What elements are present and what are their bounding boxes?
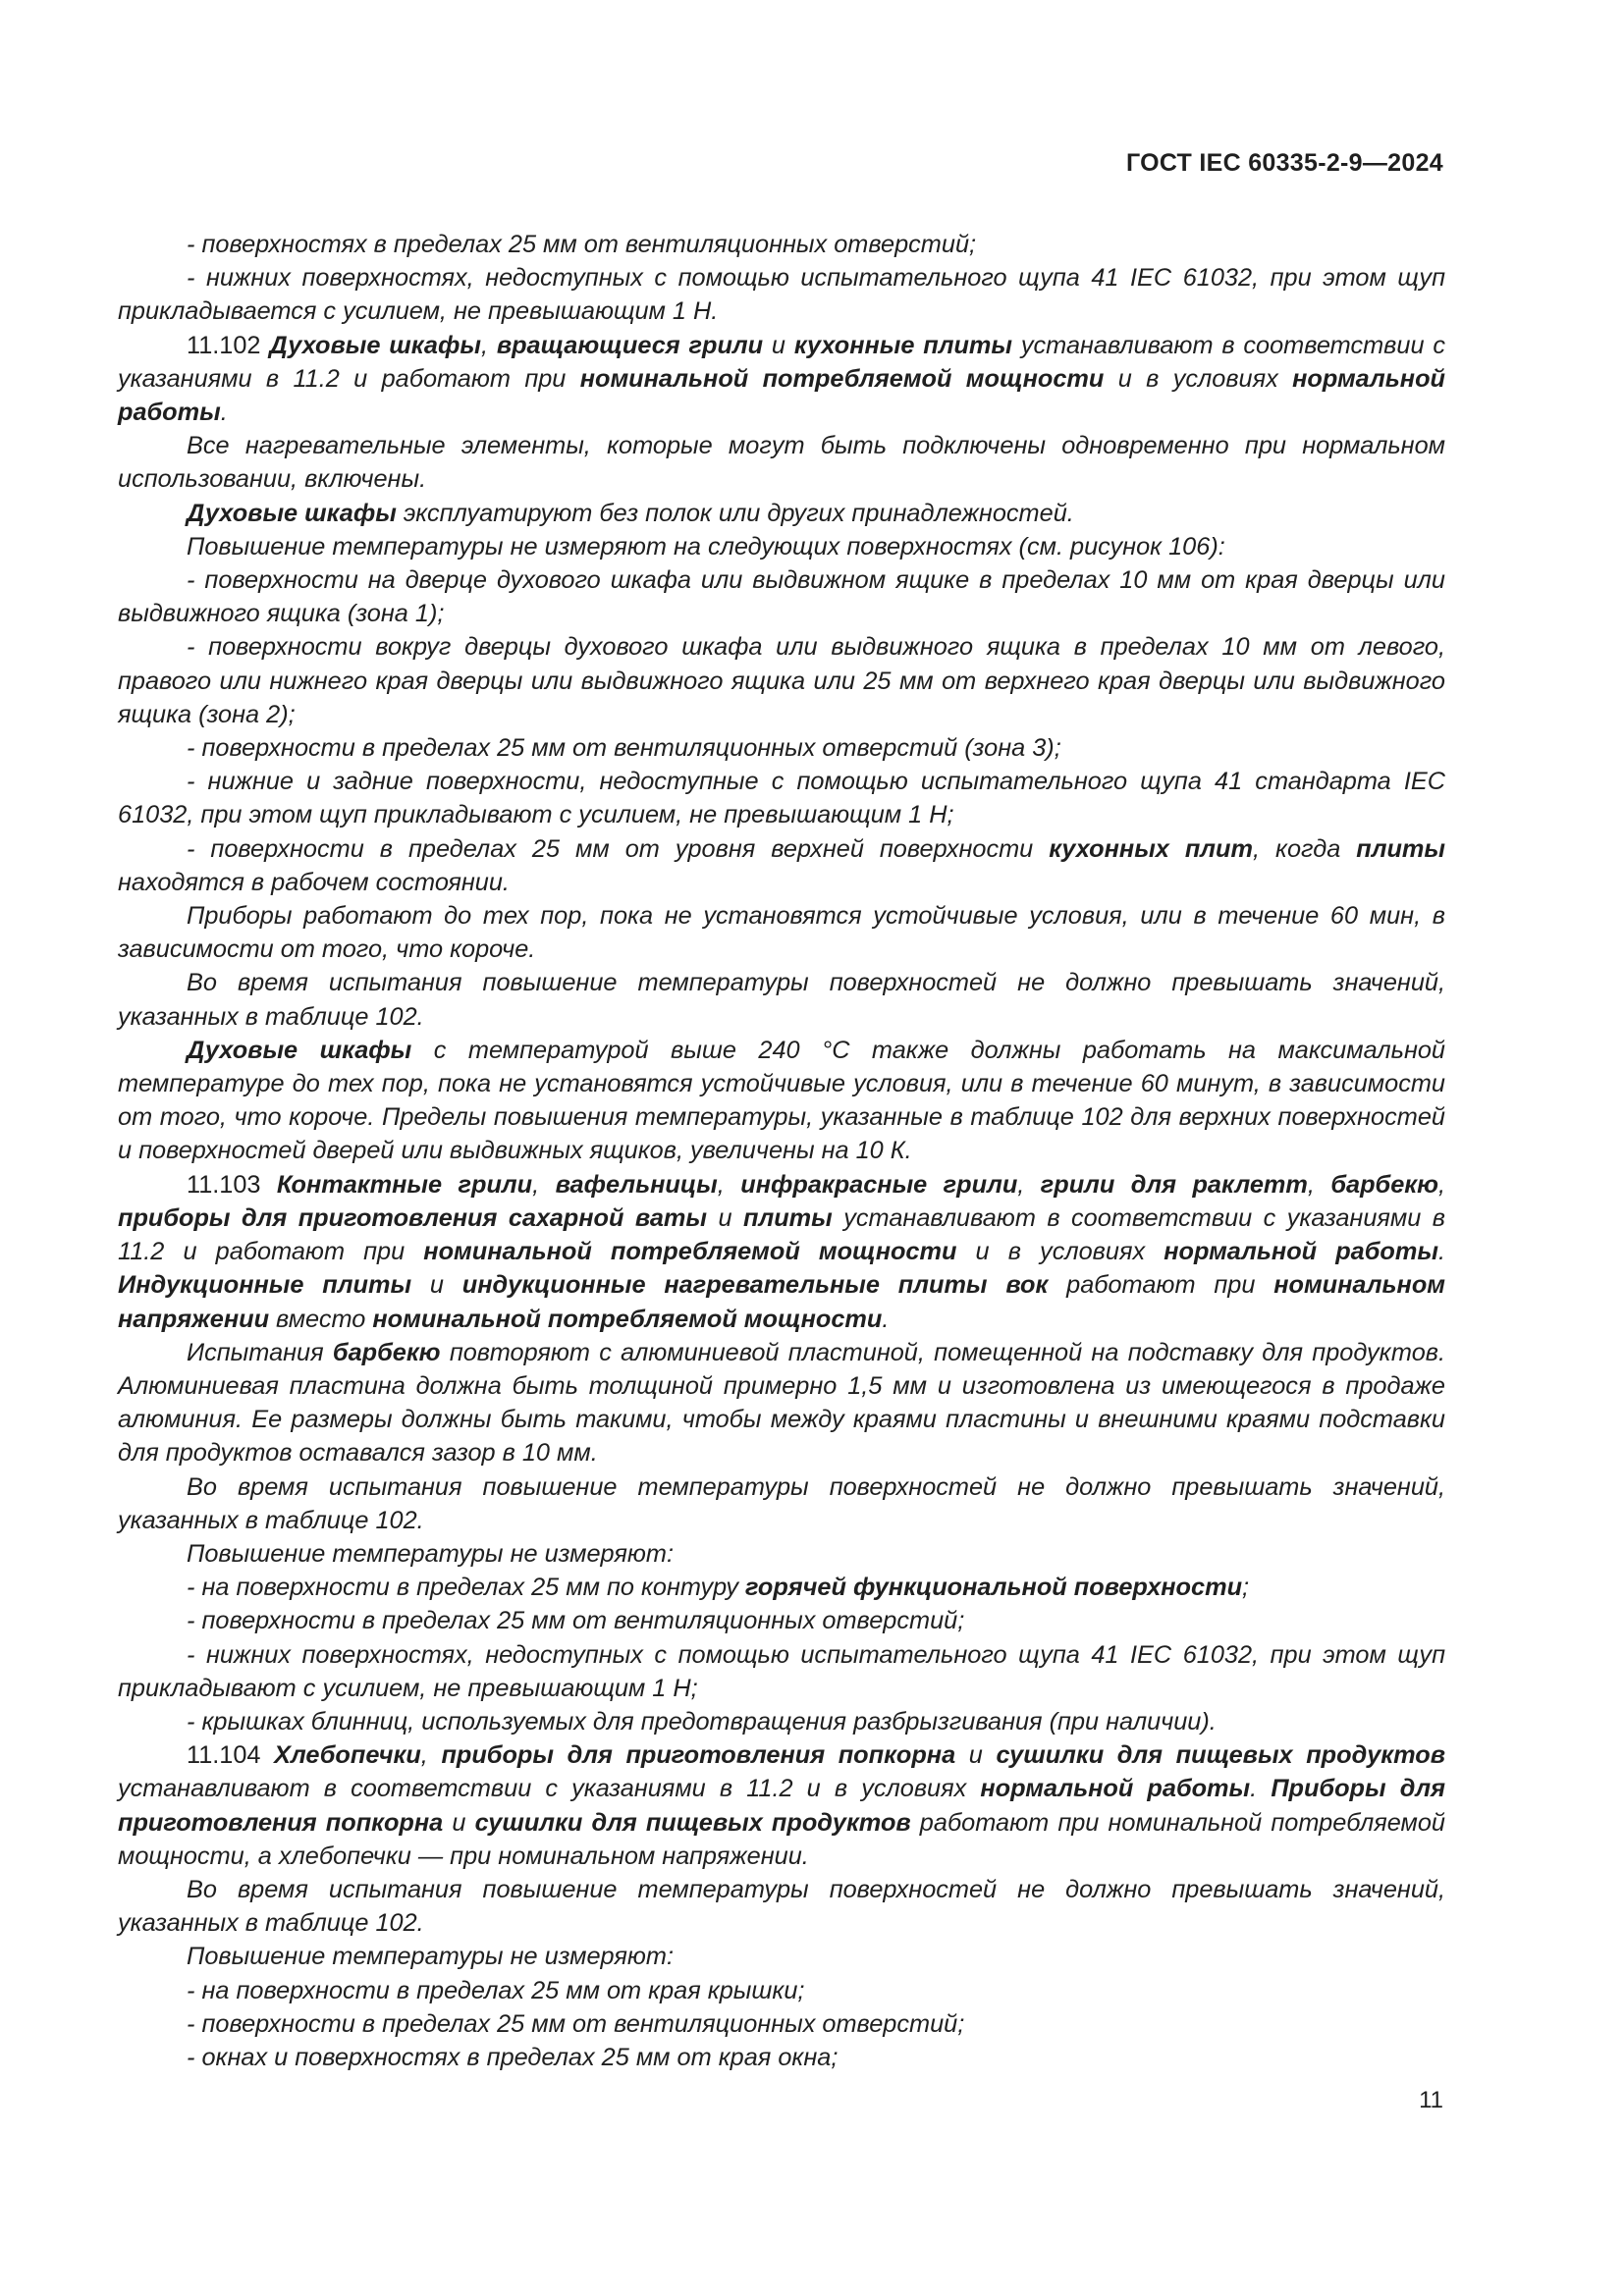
paragraph <box>118 899 1445 966</box>
term: Духовые шкафы <box>187 499 397 527</box>
text-run: . <box>882 1305 890 1333</box>
text-run: - крышках блинниц, используемых для предотвращения разбрызгивания (при наличии). <box>187 1707 1217 1735</box>
paragraph <box>118 2041 1445 2074</box>
page-number: 11 <box>1419 2087 1443 2113</box>
paragraph <box>118 1537 1445 1571</box>
text-run: - нижних поверхностях, недоступных с помощью испытательного щупа 41 IEC 61032, при этом щуп прикладывается с усилием, не превышающим 1 Н. <box>118 264 1445 326</box>
text-run: . <box>1250 1775 1272 1803</box>
term: Контактные грили <box>276 1170 533 1199</box>
text-run: находятся в рабочем состоянии. <box>118 868 510 896</box>
text-run: , <box>532 1170 556 1199</box>
term: приборы для приготовления сахарной ваты <box>118 1203 708 1232</box>
paragraph <box>118 429 1445 496</box>
term: сушилки для пищевых продуктов <box>474 1808 911 1837</box>
paragraph <box>118 2007 1445 2041</box>
term: Хлебопечки <box>274 1741 421 1770</box>
text-run: , <box>1307 1170 1331 1199</box>
document-body <box>118 228 1445 2074</box>
text-run: , <box>1438 1170 1446 1199</box>
term: барбекю <box>332 1338 441 1366</box>
document-header: ГОСТ IEC 60335-2-9—2024 <box>1125 149 1443 177</box>
text-run: - поверхности в пределах 25 мм от вентиляционных отверстий (зона 3); <box>187 734 1061 763</box>
text-run: ; <box>1242 1574 1250 1602</box>
term: индукционные нагревательные плиты вок <box>461 1271 1049 1300</box>
term: нормальной работы <box>1164 1238 1438 1266</box>
term: горячей функциональной поверхности <box>745 1574 1243 1602</box>
paragraph <box>118 1638 1445 1705</box>
paragraph <box>118 731 1445 765</box>
text-run: - поверхностях в пределах 25 мм от вентиляционных отверстий; <box>187 231 977 258</box>
text-run: устанавливают в соответствии с указаниями в 11.2 и в условиях <box>118 1775 981 1803</box>
paragraph <box>118 1168 1445 1336</box>
paragraph <box>118 765 1445 831</box>
term: вафельницы <box>555 1170 718 1199</box>
term: номинальной потребляемой мощности <box>579 364 1105 393</box>
text-run: - на поверхности в пределах 25 мм по контуру <box>187 1574 745 1602</box>
text-run: и <box>763 331 794 359</box>
paragraph <box>118 1470 1445 1537</box>
text-run: - на поверхности в пределах 25 мм от края крышки; <box>187 1976 805 2004</box>
term: сушилки для пищевых продуктов <box>996 1741 1445 1770</box>
text-run: повторяют с алюминиевой пластиной, помещенной на подставку для продуктов. Алюминиевая пластина должна быть толщиной примерно 1,5 мм и изготовлена из имеющегося в продаже алюминия. Ее размеры должны быть такими, чтобы между краями пластины и внешними краями подставки для продуктов оставался зазор в 10 мм. <box>118 1338 1445 1468</box>
term: плиты <box>1356 834 1446 863</box>
clause-number: 11.104 <box>187 1741 275 1770</box>
text-run: и в условиях <box>1104 364 1293 393</box>
term: барбекю <box>1330 1170 1438 1199</box>
text-run: Приборы работают до тех пор, пока не установятся устойчивые условия, или в течение 60 мин, в зависимости от того, что короче. <box>118 902 1445 964</box>
text-run: Испытания <box>187 1338 333 1366</box>
text-run: , когда <box>1253 834 1357 863</box>
paragraph <box>118 1705 1445 1738</box>
text-run: - поверхности в пределах 25 мм от вентиляционных отверстий; <box>187 2009 965 2038</box>
paragraph <box>118 563 1445 630</box>
term: Духовые шкафы <box>269 331 481 359</box>
paragraph <box>118 329 1445 430</box>
text-run: Во время испытания повышение температуры поверхностей не должно превышать значений, указанных в таблице 102. <box>118 1875 1445 1938</box>
text-run: Повышение температуры не измеряют на следующих поверхностях (см. рисунок 106): <box>187 532 1225 561</box>
term: грили для раклетт <box>1040 1170 1308 1199</box>
text-run: и <box>955 1741 997 1770</box>
paragraph <box>118 966 1445 1033</box>
text-run: вместо <box>269 1305 373 1333</box>
text-run: , <box>1017 1170 1041 1199</box>
term: нормальной работы <box>118 364 1445 427</box>
paragraph <box>118 261 1445 328</box>
term: кухонных плит <box>1049 834 1253 863</box>
term: вращающиеся грили <box>496 331 764 359</box>
term: Духовые шкафы <box>187 1036 412 1064</box>
paragraph <box>118 1873 1445 1940</box>
text-run: работают при номинальной потребляемой мощности, а хлебопечки — при номинальном напряжении. <box>118 1808 1445 1870</box>
text-run: устанавливают в соответствии с указаниями в 11.2 и работают при <box>118 1203 1445 1266</box>
paragraph <box>118 630 1445 731</box>
text-run: с температурой выше 240 °С также должны работать на максимальной температуре до тех пор, пока не установятся устойчивые условия, или в течение 60 минут, в зависимости от того, что короче. Пределы повышения температуры, указанные в таблице 102 для верхних поверхностей и поверхностей дверей или выдвижных ящиков, увеличены на 10 К. <box>118 1036 1445 1165</box>
term: Индукционные плиты <box>118 1271 412 1300</box>
paragraph <box>118 1940 1445 1973</box>
text-run: Повышение температуры не измеряют: <box>187 1539 674 1568</box>
text-run: эксплуатируют без полок или других принадлежностей. <box>396 499 1074 527</box>
text-run: , <box>717 1170 741 1199</box>
paragraph <box>118 832 1445 899</box>
text-run: Повышение температуры не измеряют: <box>187 1943 674 1971</box>
text-run: Все нагревательные элементы, которые могут быть подключены одновременно при нормальном использовании, включены. <box>118 432 1445 494</box>
text-run: - поверхности в пределах 25 мм от вентиляционных отверстий; <box>187 1607 965 1635</box>
text-run: и <box>443 1808 475 1837</box>
paragraph <box>118 1604 1445 1637</box>
text-run: - нижние и задние поверхности, недоступные с помощью испытательного щупа 41 стандарта IEC 61032, при этом щуп прикладывают с усилием, не превышающим 1 Н; <box>118 768 1445 829</box>
text-run: - поверхности в пределах 25 мм от уровня верхней поверхности <box>187 834 1050 863</box>
text-run: . <box>1437 1238 1445 1266</box>
text-run: - нижних поверхностях, недоступных с помощью испытательного щупа 41 IEC 61032, при этом щуп прикладывают с усилием, не превышающим 1 Н; <box>118 1640 1445 1702</box>
term: номинальной потребляемой мощности <box>372 1305 883 1333</box>
term: плиты <box>743 1203 833 1232</box>
paragraph <box>118 1571 1445 1604</box>
text-run: - поверхности на дверце духового шкафа или выдвижном ящике в пределах 10 мм от края дверцы или выдвижного ящика (зона 1); <box>118 566 1445 628</box>
text-run: и в условиях <box>956 1238 1164 1266</box>
text-run: и <box>411 1271 462 1300</box>
paragraph <box>118 1336 1445 1470</box>
term: нормальной работы <box>980 1775 1251 1803</box>
clause-number: 11.103 <box>187 1170 277 1199</box>
paragraph <box>118 497 1445 530</box>
text-run: работают при <box>1048 1271 1274 1300</box>
text-run: - поверхности вокруг дверцы духового шкафа или выдвижного ящика в пределах 10 мм от левого, правого или нижнего края дверцы или выдвижного ящика или 25 мм от верхнего края дверцы или выдвижного ящика (зона 2); <box>118 633 1445 728</box>
term: инфракрасные грили <box>740 1170 1018 1199</box>
paragraph <box>118 1974 1445 2007</box>
term: кухонные плиты <box>793 331 1013 359</box>
paragraph <box>118 530 1445 563</box>
text-run: Во время испытания повышение температуры поверхностей не должно превышать значений, указанных в таблице 102. <box>118 969 1445 1031</box>
text-run: Во время испытания повышение температуры поверхностей не должно превышать значений, указанных в таблице 102. <box>118 1472 1445 1534</box>
paragraph <box>118 1034 1445 1168</box>
term: приборы для приготовления попкорна <box>441 1741 956 1770</box>
term: номинальной потребляемой мощности <box>423 1238 957 1266</box>
clause-number: 11.102 <box>187 331 270 359</box>
term: Приборы для приготовления попкорна <box>118 1775 1445 1837</box>
text-run: , <box>420 1741 442 1770</box>
text-run: и <box>707 1203 744 1232</box>
paragraph <box>118 228 1445 261</box>
text-run: . <box>220 399 228 427</box>
term: номинальном напряжении <box>118 1271 1445 1333</box>
paragraph <box>118 1738 1445 1873</box>
text-run: - окнах и поверхностях в пределах 25 мм от края окна; <box>187 2043 839 2071</box>
text-run: , <box>480 331 497 359</box>
text-run: устанавливают в соответствии с указаниями в 11.2 и работают при <box>118 331 1445 393</box>
